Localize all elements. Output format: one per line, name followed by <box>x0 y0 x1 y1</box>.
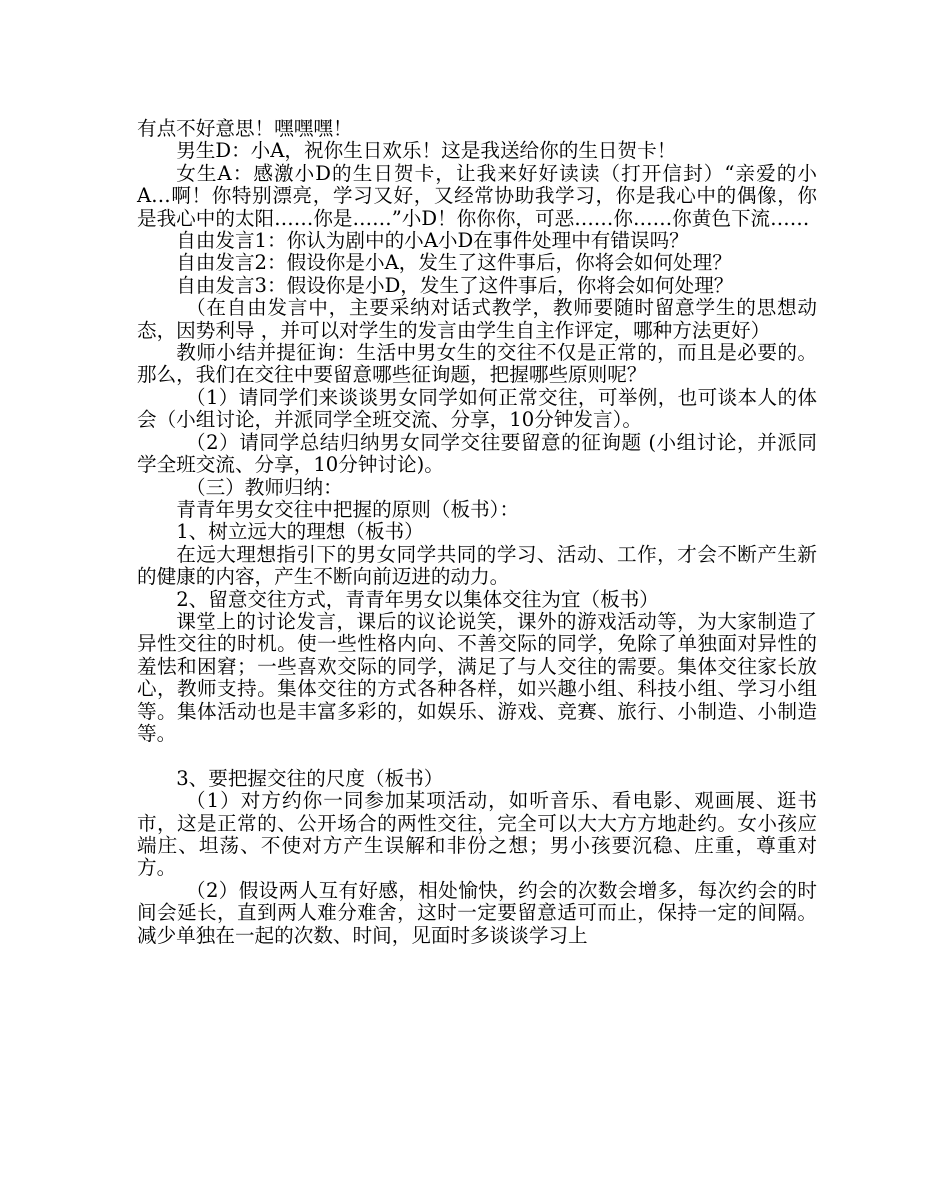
paragraph-13: 1、树立远大的理想（板书） <box>176 520 424 544</box>
paragraph-11: （三）教师归纳： <box>186 475 343 499</box>
paragraph-20: （2）假设两人互有好感，相处愉快，约会的次数会增多，每次约会的时间会延长，直到两人难分难舍，这时一定要留意适可而止，保持一定的间隔。减少单独在一起的次数、时间，见面时多谈谈学习上 <box>137 878 817 947</box>
paragraph-12: 青青年男女交往中把握的原则（板书）： <box>176 497 520 521</box>
paragraph-14: 在远大理想指引下的男女同学共同的学习、活动、工作，才会不断产生新的健康的内容，产生不断向前迈进的动力。 <box>137 542 817 589</box>
paragraph-16: 课堂上的讨论发言，课后的议论说笑，课外的游戏活动等，为大家制造了异性交往的时机。使一些性格内向、不善交际的同学，免除了单独面对异性的羞怯和困窘；一些喜欢交际的同学，满足了与人交往的需要。集体交往家长放心，教师支持。集体交往的方式各种各样，如兴趣小组、科技小组、学习小组等。集体活动也是丰富多彩的，如娱乐、游戏、竞赛、旅行、小制造、小制造等。 <box>137 609 817 745</box>
blank-line <box>137 745 817 767</box>
paragraph-9: （1）请同学们来谈谈男女同学如何正常交往，可举例，也可谈本人的体会（小组讨论，并派同学全班交流、分享，10分钟发言）。 <box>137 385 817 432</box>
paragraph-2: 男生D：小A，祝你生日欢乐！这是我送给你的生日贺卡！ <box>176 139 677 163</box>
paragraph-4: 自由发言1：你认为剧中的小A小D在事件处理中有错误吗？ <box>176 229 689 253</box>
paragraph-7: （在自由发言中，主要采纳对话式教学，教师要随时留意学生的思想动态，因势利导 ，并可以对学生的发言由学生自主作评定，哪种方法更好） <box>137 296 817 342</box>
paragraph-19: （1）对方约你一同参加某项活动，如听音乐、看电影、观画展、逛书市，这是正常的、公开场合的两性交往，完全可以大大方方地赴约。女小孩应端庄、坦荡、不使对方产生误解和非份之想；男小孩要沉稳、庄重，尊重对方。 <box>137 789 817 880</box>
paragraph-5: 自由发言2：假设你是小A，发生了这件事后，你将会如何处理？ <box>176 251 732 275</box>
paragraph-1: 有点不好意思！嘿嘿嘿！ <box>137 117 353 140</box>
paragraph-6: 自由发言3：假设你是小D，发生了这件事后，你将会如何处理？ <box>176 273 734 297</box>
paragraph-15: 2、留意交往方式，青青年男女以集体交往为宜（板书） <box>176 587 659 611</box>
paragraph-10: （2）请同学总结归纳男女同学交往要留意的征询题 (小组讨论，并派同学全班交流、分享，10分钟讨论)。 <box>137 430 817 477</box>
paragraph-3: 女生A：感激小D的生日贺卡，让我来好好读读（打开信封）“亲爱的小A…啊！你特别漂亮，学习又好，又经常协助我学习，你是我心中的偶像，你是我心中的太阳……你是……”小D！你你你，可恶……你……你黄色下流…… <box>137 161 817 230</box>
paragraph-18: 3、要把握交往的尺度（板书） <box>176 766 444 790</box>
paragraph-8: 教师小结并提征询：生活中男女生的交往不仅是正常的，而且是必要的。那么，我们在交往中要留意哪些征询题，把握哪些原则呢？ <box>137 341 817 387</box>
document-page <box>137 118 817 947</box>
